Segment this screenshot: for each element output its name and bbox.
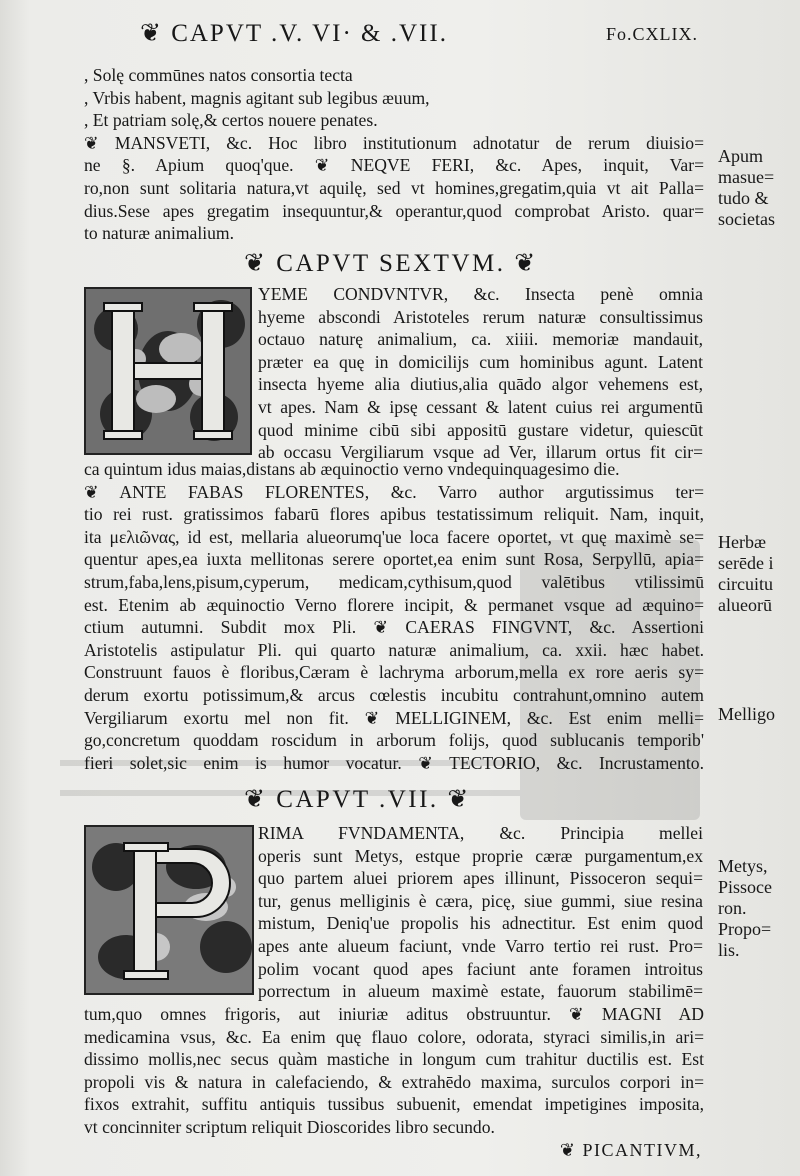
margin-note-line: alueorū [718, 595, 772, 615]
text-line: go,concretum quoddam roscidum in arborum folijs, quod sublucanis temporib' [84, 730, 704, 751]
text-line: ❦ ANTE FABAS FLORENTES, &c. Varro author argutissimus ter= [84, 481, 704, 502]
text-block-septimum-beside [258, 822, 703, 1003]
text-line: vt concinniter scriptum reliquit Dioscorides libro secundo. [84, 1116, 495, 1137]
margin-note-line: Apum [718, 146, 763, 166]
text-line: ❦ MANSVETI, &c. Hoc libro institutionum adnotatur de rerum diuisio= [84, 132, 704, 153]
text-line: Aristotelis astipulatur Pli. qui quarto naturæ animalium, ca. xxii. hæc habet. [84, 639, 704, 660]
text-line: præter ea quę in domicilijs cum hominibus agunt. Latent [258, 351, 703, 372]
text-line: ca quintum idus maias,distans ab æquinoctio verno vndequinquagesimo die. [84, 459, 620, 479]
margin-note-line: societas [718, 209, 775, 229]
text-line: quentur apes,ea iuxta mellitonas serere oportet,ea enim sunt Rosa, Serpyllū, apia= [84, 549, 704, 570]
margin-note-line: Propo= [718, 919, 772, 939]
catchword: ❦ PICANTIVM, [559, 1140, 702, 1160]
margin-note-metys [718, 856, 772, 961]
text-line: ne §. Apium quoq'que. ❦ NEQVE FERI, &c. Apes, inquit, Var= [84, 155, 704, 176]
text-line: porrectum in alueum maximè estate, fauorum stabilimē= [258, 981, 703, 1002]
text-line: , Solę commūnes natos consortia tecta [84, 65, 353, 85]
text-line: dissimo mollis,nec secus quàm mastiche in longum cum trahitur ductilis est. Est [84, 1049, 704, 1070]
margin-note-line: ron. [718, 898, 747, 918]
text-line: ita μελιῶνας, id est, mellaria alueorumq'ue loca facere oportet, vt quę maximè se= [84, 526, 704, 547]
text-line: tur, genus melliginis è cæra, picę, siue gummi, siue resina [258, 890, 703, 911]
margin-note-melligo [718, 704, 775, 725]
running-header [140, 14, 700, 50]
text-block-septimum-full [84, 1003, 704, 1139]
text-block-sextum-beside [258, 283, 703, 464]
text-block-top [84, 64, 704, 245]
margin-note-line: Pissoce [718, 877, 772, 897]
text-line: RIMA FVNDAMENTA, &c. Principia mellei [258, 823, 703, 843]
text-line: to naturæ animalium. [84, 223, 235, 244]
text-line: Vergiliarum exortu mel non fit. ❦ MELLIGINEM, &c. Est enim melli= [84, 707, 704, 728]
text-line: operis sunt Metys, estque proprie cæræ purgamentum,ex [258, 845, 703, 866]
text-line: tum,quo omnes frigoris, aut iniuriæ aditus obstruuntur. ❦ MAGNI AD [84, 1004, 704, 1024]
margin-note-herbae [718, 532, 773, 616]
text-line: tio rei rust. gratissimos fabarū flores apibus testatissimum reliquit. Nam, inquit, [84, 504, 704, 525]
text-line: YEME CONDVNTVR, &c. Insecta penè omnia [258, 284, 703, 304]
text-line: est. Etenim ab æquinoctio Verno florere incipit, & permanet vsque ad æquino= [84, 594, 704, 615]
margin-note-line: masue= [718, 167, 775, 187]
text-line: vt apes. Nam & ipsę cessant & latent cuius rei argumentū [258, 396, 703, 417]
text-line: polim vocant quod apes faciunt ante foramen introitus [258, 958, 703, 979]
margin-note-line: Melligo [718, 704, 775, 724]
text-line: strum,faba,lens,pisum,cyperum, medicam,cythisum,quod valētibus vtilissimū [84, 571, 704, 592]
text-line: octauo naturę animalium, ca. xiiii. memoriæ mandauit, [258, 329, 703, 350]
margin-note-line: serēde i [718, 553, 774, 573]
text-line: medicamina vsus, &c. Ea enim quę flauo colore, odorata, styraci similis,in ari= [84, 1026, 704, 1047]
text-line: mistum, Deniq'ue propolis his adnectitur. Est enim quod [258, 913, 703, 934]
text-line: quo partem aluei priorem apes illinunt, Pissoceron sequi= [258, 868, 703, 889]
text-line: hyeme abscondi Aristoteles rerum naturæ consultissimus [258, 306, 703, 327]
text-line: , Vrbis habent, magnis agitant sub legibus æuum, [84, 87, 430, 108]
margin-note-line: Herbæ [718, 532, 766, 552]
text-line: Construunt fauos è floribus,Cæram è lachryma arborum,mella ex rore aeris sy= [84, 662, 704, 683]
woodcut-initial-h [84, 287, 252, 455]
text-line: apes ante alueum faciunt, vnde Varro tertio rei rust. Pro= [258, 935, 703, 956]
margin-note-line: tudo & [718, 188, 769, 208]
text-line: propoli vis & natura in calefaciendo, & extrahēdo maxima, surculos corpori in= [84, 1071, 704, 1092]
text-line: quod minime cibū sibi appositū gustare videtur, quiescūt [258, 419, 703, 440]
running-title: ❦ CAPVT .V. VI· & .VII. [140, 20, 448, 47]
text-line: , Et patriam solę,& certos nouere penates. [84, 110, 378, 131]
text-line: derum exortu potissimum,& arcus cœlestis incubitu contrahunt,omnino autem [84, 684, 704, 705]
text-block-sextum-full [84, 458, 704, 774]
text-line: insecta hyeme alia diutius,alia quādo algor vehemens est, [258, 374, 703, 395]
text-line: ctium autumni. Subdit mox Pli. ❦ CAERAS FINGVNT, &c. Assertioni [84, 617, 704, 638]
text-line: fixos extrahit, suffitu antiquis tussibus subuenit, emendat impetigines imposita, [84, 1094, 704, 1115]
folio-number: Fo.CXLIX. [605, 24, 698, 44]
margin-note-apum [718, 146, 775, 230]
margin-note-line: Metys, [718, 856, 768, 876]
woodcut-initial-p [84, 825, 254, 995]
text-line: ab occasu Vergiliarum vsque ad Ver, illarum ortus fit cir= [258, 442, 703, 463]
text-line: ro,non sunt solitaria natura,vt aquilę, sed vt homines,gregatim,quia vt ait Palla= [84, 177, 704, 198]
woodcut-h-image [86, 289, 250, 453]
chapter-heading-septimum: ❦ CAPVT .VII. ❦ [244, 786, 471, 813]
margin-note-line: lis. [718, 940, 740, 960]
margin-note-line: circuitu [718, 574, 773, 594]
text-line: fieri solet,sic enim is humor vocatur. ❦ TECTORIO, &c. Incrustamento. [84, 752, 704, 773]
chapter-heading-sextum: ❦ CAPVT SEXTVM. ❦ [244, 250, 538, 277]
woodcut-p-image [86, 827, 252, 993]
text-line: dius.Sese apes gregatim insequuntur,& operantur,quod comprobat Aristo. quar= [84, 200, 704, 221]
